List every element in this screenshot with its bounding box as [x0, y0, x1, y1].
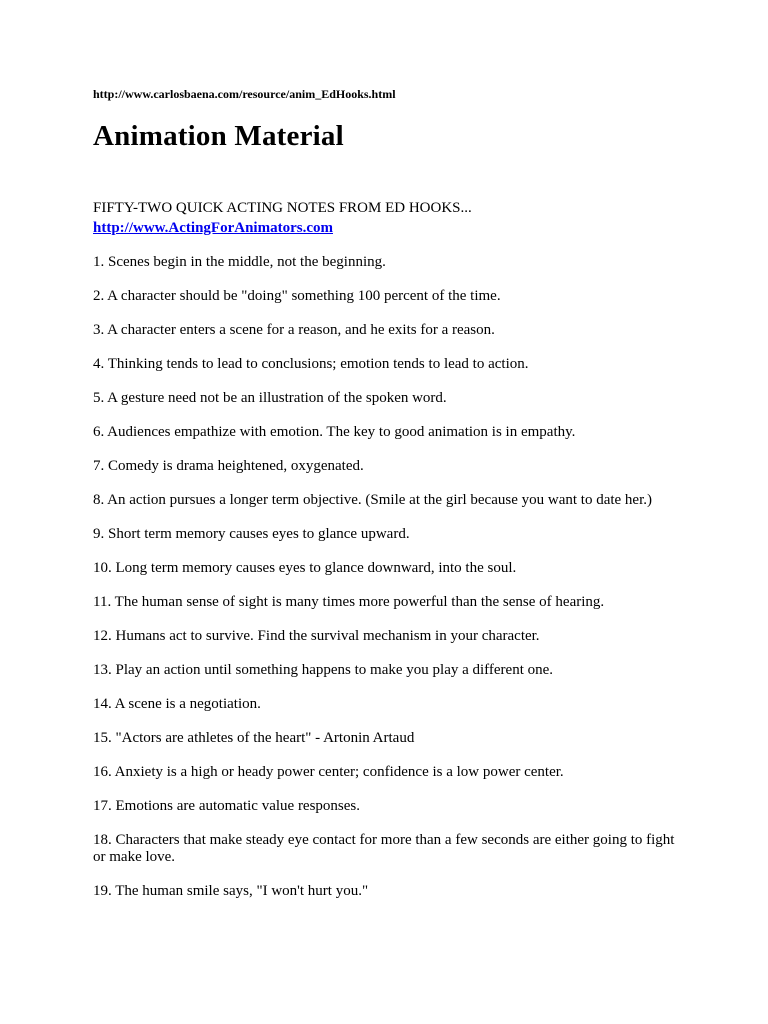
- list-item: 16. Anxiety is a high or heady power center; confidence is a low power center.: [93, 764, 564, 780]
- acting-notes-list: [93, 254, 683, 917]
- list-item: 8. An action pursues a longer term objective. (Smile at the girl because you want to date her.): [93, 492, 652, 508]
- list-item: 12. Humans act to survive. Find the survival mechanism in your character.: [93, 628, 540, 644]
- list-item: 1. Scenes begin in the middle, not the beginning.: [93, 254, 386, 270]
- notes-heading: FIFTY-TWO QUICK ACTING NOTES FROM ED HOOKS...: [93, 200, 472, 216]
- list-item: 4. Thinking tends to lead to conclusions; emotion tends to lead to action.: [93, 356, 529, 372]
- list-item: 7. Comedy is drama heightened, oxygenated.: [93, 458, 364, 474]
- list-item: 2. A character should be "doing" something 100 percent of the time.: [93, 288, 501, 304]
- list-item: 19. The human smile says, "I won't hurt you.": [93, 883, 369, 899]
- list-item: 10. Long term memory causes eyes to glance downward, into the soul.: [93, 560, 517, 576]
- page-title: Animation Material: [93, 120, 344, 152]
- list-item: 13. Play an action until something happens to make you play a different one.: [93, 662, 554, 678]
- list-item: 6. Audiences empathize with emotion. The key to good animation is in empathy.: [93, 424, 576, 440]
- list-item: 17. Emotions are automatic value responses.: [93, 798, 361, 814]
- list-item: 18. Characters that make steady eye contact for more than a few seconds are either going to fight or make love.: [93, 832, 675, 865]
- acting-for-animators-link[interactable]: http://www.ActingForAnimators.com: [93, 220, 333, 236]
- list-item: 14. A scene is a negotiation.: [93, 696, 261, 712]
- source-url: http://www.carlosbaena.com/resource/anim_EdHooks.html: [93, 87, 396, 101]
- list-item: 15. "Actors are athletes of the heart" - Artonin Artaud: [93, 730, 415, 746]
- list-item: 9. Short term memory causes eyes to glance upward.: [93, 526, 410, 542]
- list-item: 5. A gesture need not be an illustration of the spoken word.: [93, 390, 447, 406]
- intro-block: [93, 198, 472, 238]
- list-item: 3. A character enters a scene for a reason, and he exits for a reason.: [93, 322, 495, 338]
- list-item: 11. The human sense of sight is many times more powerful than the sense of hearing.: [93, 594, 605, 610]
